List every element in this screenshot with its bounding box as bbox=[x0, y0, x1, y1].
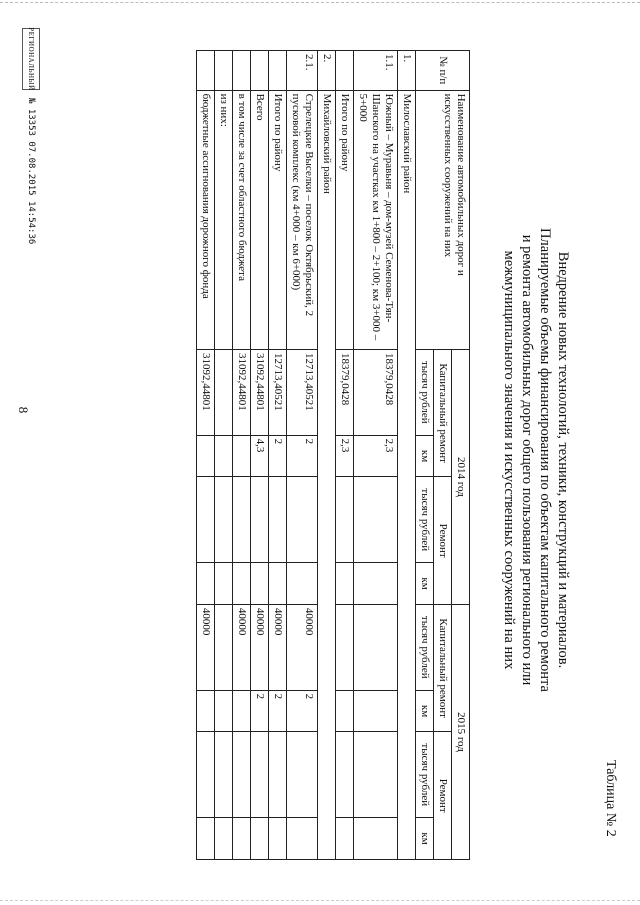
cell-c1: 31092,44801 bbox=[233, 349, 251, 435]
row-name: Итого по району bbox=[269, 90, 287, 349]
table-row bbox=[197, 51, 215, 860]
row-number: 2.1. bbox=[287, 51, 318, 91]
table-row bbox=[251, 51, 269, 860]
header-rub: тысяч рублей bbox=[416, 477, 434, 563]
header-repair-2015: Ремонт bbox=[434, 732, 452, 860]
cell-c4 bbox=[197, 563, 215, 605]
header-rub: тысяч рублей bbox=[416, 349, 434, 435]
header-km: км bbox=[416, 435, 434, 477]
cell-c7 bbox=[251, 732, 269, 818]
cell-c4 bbox=[336, 563, 354, 605]
row-number: 2. bbox=[318, 51, 336, 91]
scan-edge-top bbox=[0, 2, 640, 7]
rotated-document bbox=[20, 20, 620, 880]
cell-c4 bbox=[233, 563, 251, 605]
header-year-2014: 2014 год bbox=[452, 349, 470, 604]
document-footer bbox=[22, 28, 40, 244]
row-name: Южный – Муравьня – дом-музей Семенова-Тян-Шанского на участках км 1+800 – 2+100; км 3+000 – 5+000 bbox=[354, 90, 398, 349]
row-number bbox=[269, 51, 287, 91]
heading-line: межмуниципального значения и искусственных сооружений на них bbox=[501, 250, 517, 670]
header-km: км bbox=[416, 818, 434, 860]
cell-c5: 40000 bbox=[197, 604, 215, 690]
cell-c6 bbox=[197, 690, 215, 732]
cell-c8 bbox=[251, 818, 269, 860]
row-name: из них: bbox=[215, 90, 233, 349]
cell-c7 bbox=[354, 732, 398, 818]
table-label: Таблица № 2 bbox=[603, 760, 618, 837]
row-name: в том числе за счет областного бюджета bbox=[233, 90, 251, 349]
cell-c3 bbox=[197, 477, 215, 563]
table-row bbox=[336, 51, 354, 860]
cell-c2: 2 bbox=[269, 435, 287, 477]
cell-c1: 18379,0428 bbox=[336, 349, 354, 435]
row-number bbox=[197, 51, 215, 91]
row-number bbox=[336, 51, 354, 91]
cell-c2 bbox=[215, 435, 233, 477]
cell-c1: 31092,44801 bbox=[251, 349, 269, 435]
cell-c3 bbox=[269, 477, 287, 563]
header-km: км bbox=[416, 563, 434, 605]
table-row bbox=[354, 51, 398, 860]
heading-line: и ремонта автомобильных дорог общего пользования регионального или bbox=[519, 234, 535, 686]
heading-line: Внедрение новых технологий, техники, конструкций и материалов. bbox=[555, 251, 571, 669]
cell-c6: 2 bbox=[269, 690, 287, 732]
section-row bbox=[398, 51, 416, 860]
row-number: 1.1. bbox=[354, 51, 398, 91]
cell-c6 bbox=[354, 690, 398, 732]
section-row bbox=[318, 51, 336, 860]
scan-edge-bottom bbox=[0, 900, 640, 901]
registry-stamp: РЕГИОНАЛЬНЫЙ bbox=[22, 28, 40, 90]
cell-c7 bbox=[336, 732, 354, 818]
row-number bbox=[251, 51, 269, 91]
row-name: Итого по району bbox=[336, 90, 354, 349]
page-number: 8 bbox=[16, 406, 31, 414]
cell-c6: 2 bbox=[251, 690, 269, 732]
cell-c5: 40000 bbox=[233, 604, 251, 690]
cell-c4 bbox=[287, 563, 318, 605]
cell-c2 bbox=[197, 435, 215, 477]
cell-c1: 31092,44801 bbox=[197, 349, 215, 435]
header-name: Наименование автомобильных дорог и искусственных сооружений на них bbox=[416, 90, 470, 349]
cell-c7 bbox=[233, 732, 251, 818]
cell-c8 bbox=[354, 818, 398, 860]
cell-c1 bbox=[215, 349, 233, 435]
doc-registration-info: № 13353 07.08.2015 14:54:36 bbox=[26, 98, 36, 245]
row-number bbox=[215, 51, 233, 91]
cell-c4 bbox=[215, 563, 233, 605]
heading-line: Планируемые объемы финансирования по объектам капитального ремонта bbox=[537, 228, 553, 692]
cell-c8 bbox=[287, 818, 318, 860]
cell-c8 bbox=[233, 818, 251, 860]
header-repair-2014: Ремонт bbox=[434, 477, 452, 605]
table-body bbox=[197, 51, 416, 860]
cell-c2 bbox=[233, 435, 251, 477]
cell-c4 bbox=[251, 563, 269, 605]
cell-c1: 12713,40521 bbox=[287, 349, 318, 435]
cell-c7 bbox=[269, 732, 287, 818]
table-row bbox=[233, 51, 251, 860]
cell-c5: 40000 bbox=[287, 604, 318, 690]
cell-c2: 2,3 bbox=[336, 435, 354, 477]
cell-c2: 2 bbox=[287, 435, 318, 477]
cell-c8 bbox=[197, 818, 215, 860]
cell-c6: 2 bbox=[287, 690, 318, 732]
row-name: Стрелецкие Выселки – поселок Октябрьский, 2 пусковой комплекс (км 4+000 – км 6+000) bbox=[287, 90, 318, 349]
header-year-2015: 2015 год bbox=[452, 604, 470, 859]
cell-c5 bbox=[215, 604, 233, 690]
cell-c8 bbox=[269, 818, 287, 860]
header-num: № п/п bbox=[416, 51, 470, 91]
section-title: Михайловский район bbox=[318, 90, 336, 859]
cell-c6 bbox=[215, 690, 233, 732]
cell-c3 bbox=[251, 477, 269, 563]
cell-c5: 40000 bbox=[251, 604, 269, 690]
header-rub: тысяч рублей bbox=[416, 732, 434, 818]
cell-c4 bbox=[269, 563, 287, 605]
cell-c7 bbox=[215, 732, 233, 818]
cell-c5 bbox=[336, 604, 354, 690]
cell-c3 bbox=[233, 477, 251, 563]
section-title: Милославский район bbox=[398, 90, 416, 859]
cell-c5 bbox=[354, 604, 398, 690]
financing-table bbox=[196, 50, 470, 860]
row-number: 1. bbox=[398, 51, 416, 91]
cell-c6 bbox=[336, 690, 354, 732]
cell-c2: 4,3 bbox=[251, 435, 269, 477]
header-rub: тысяч рублей bbox=[416, 604, 434, 690]
header-cap-repair-2014: Капитальный ремонт bbox=[434, 349, 452, 476]
cell-c6 bbox=[233, 690, 251, 732]
table-row bbox=[287, 51, 318, 860]
cell-c3 bbox=[287, 477, 318, 563]
cell-c7 bbox=[287, 732, 318, 818]
row-number bbox=[233, 51, 251, 91]
table-row bbox=[269, 51, 287, 860]
row-name: бюджетные ассигнования дорожного фонда bbox=[197, 90, 215, 349]
cell-c1: 18379,0428 bbox=[354, 349, 398, 435]
header-km: км bbox=[416, 690, 434, 732]
cell-c3 bbox=[215, 477, 233, 563]
cell-c5: 40000 bbox=[269, 604, 287, 690]
cell-c3 bbox=[336, 477, 354, 563]
table-row bbox=[215, 51, 233, 860]
row-name: Всего bbox=[251, 90, 269, 349]
cell-c7 bbox=[197, 732, 215, 818]
header-cap-repair-2015: Капитальный ремонт bbox=[434, 604, 452, 731]
cell-c8 bbox=[215, 818, 233, 860]
cell-c4 bbox=[354, 563, 398, 605]
document-heading bbox=[500, 80, 572, 840]
cell-c1: 12713,40521 bbox=[269, 349, 287, 435]
cell-c8 bbox=[336, 818, 354, 860]
cell-c2: 2,3 bbox=[354, 435, 398, 477]
cell-c3 bbox=[354, 477, 398, 563]
